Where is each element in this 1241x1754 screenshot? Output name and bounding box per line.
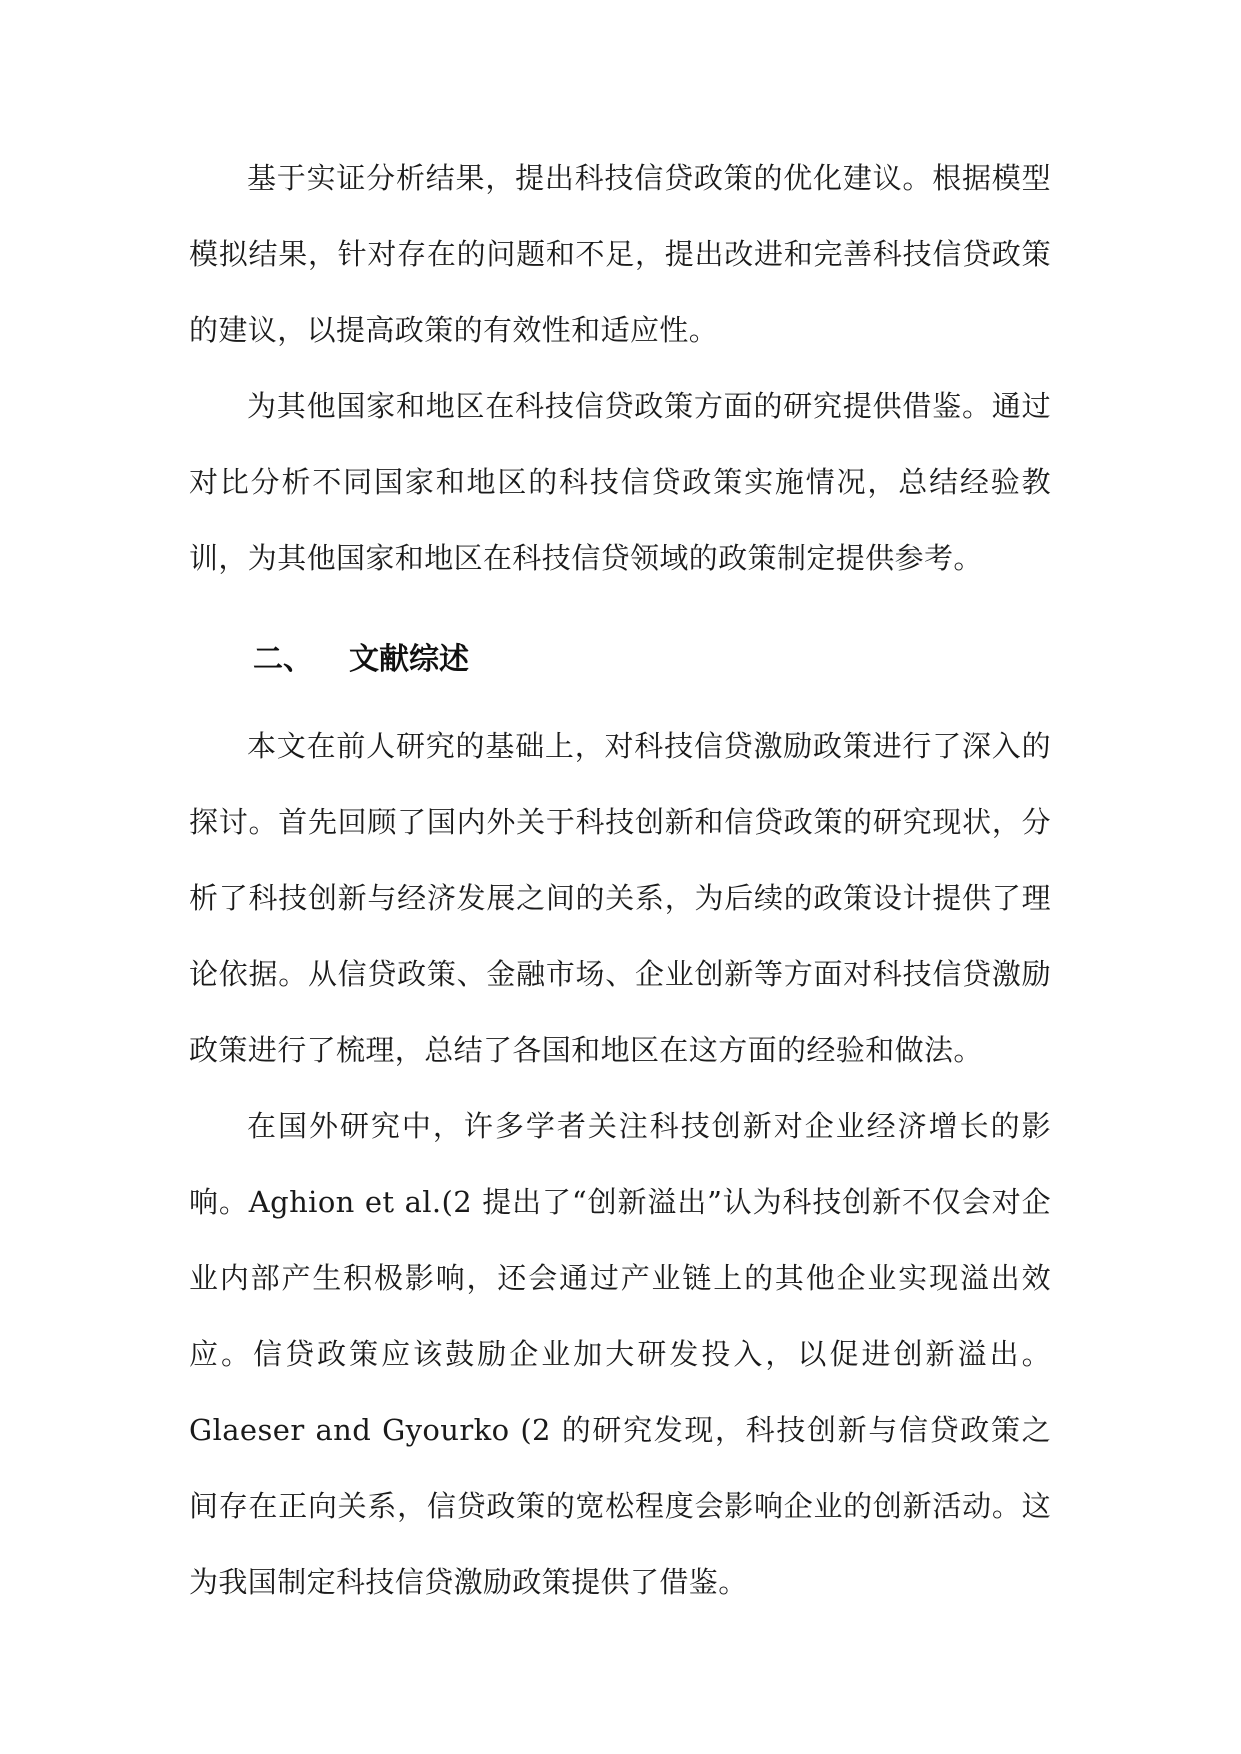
paragraph-policy-recommendations: 基于实证分析结果，提出科技信贷政策的优化建议。根据模型模拟结果，针对存在的问题和不足，提出改进和完善科技信贷政策的建议，以提高政策的有效性和适应性。 [189, 161, 1051, 347]
paragraph-international-reference: 为其他国家和地区在科技信贷政策方面的研究提供借鉴。通过对比分析不同国家和地区的科技信贷政策实施情况，总结经验教训，为其他国家和地区在科技信贷领域的政策制定提供参考。 [189, 389, 1051, 575]
paragraph-foreign-research: 在国外研究中，许多学者关注科技创新对企业经济增长的影响。Aghion et al.(2 提出了“创新溢出”认为科技创新不仅会对企业内部产生积极影响，还会通过产业链上的其他企业实现溢出效应。信贷政策应该鼓励企业加大研发投入，以促进创新溢出。Glaeser and Gyourko (2 的研究发现，科技创新与信贷政策之间存在正向关系，信贷政策的宽松程度会影响企业的创新活动。这为我国制定科技信贷激励政策提供了借鉴。 [189, 1109, 1051, 1599]
section-title: 文献综述 [349, 642, 469, 677]
page-body [189, 140, 1051, 1620]
section-number: 二、 [253, 642, 313, 677]
section-heading [189, 628, 1051, 692]
paragraph-literature-overview: 本文在前人研究的基础上，对科技信贷激励政策进行了深入的探讨。首先回顾了国内外关于科技创新和信贷政策的研究现状，分析了科技创新与经济发展之间的关系，为后续的政策设计提供了理论依据。从信贷政策、金融市场、企业创新等方面对科技信贷激励政策进行了梳理，总结了各国和地区在这方面的经验和做法。 [189, 729, 1051, 1067]
